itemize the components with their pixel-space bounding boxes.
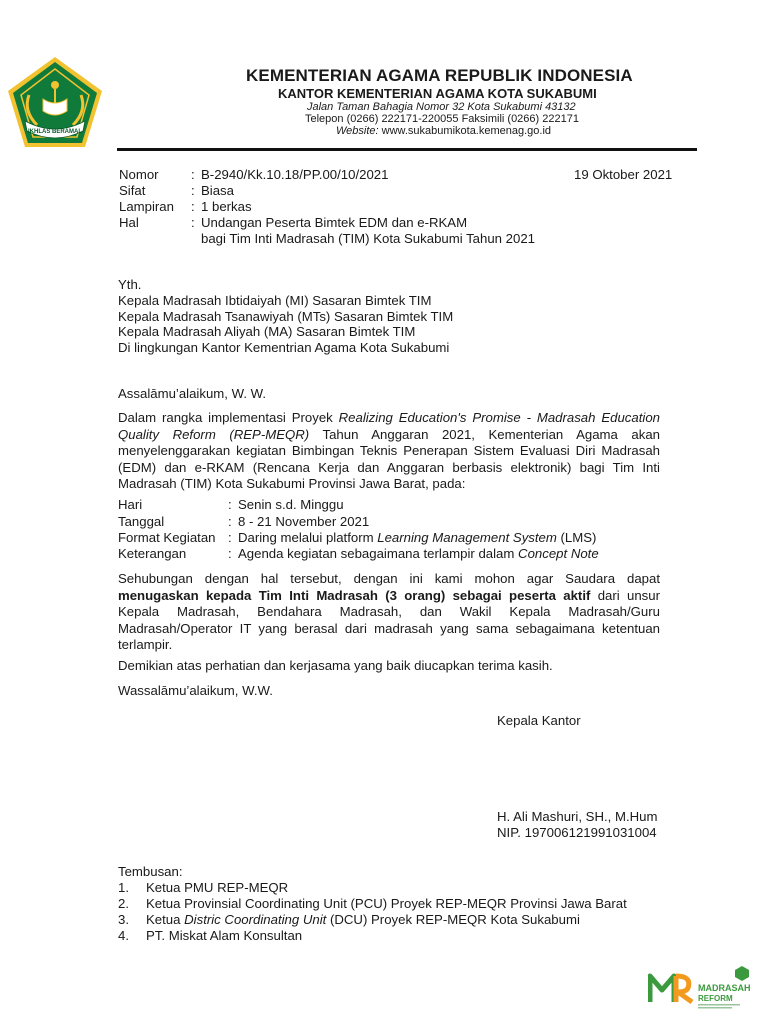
sifat-sep: : — [191, 183, 195, 198]
tanggal-value: 8 - 21 November 2021 — [238, 514, 370, 529]
p1-rest: Tahun Anggaran 2021, Kementerian Agama akan menyelenggarakan kegiatan Bimbingan Teknis Penerapan Sistem Evaluasi Diri Madrasah (EDM) dan e-RKAM (Rencana Kerja dan Anggaran berbasis elektronik) bagi Tim Inti Madrasah (TIM) Kota Sukabumi Provinsi Jawa Barat, pada: — [118, 426, 660, 491]
ket-a: Agenda kegiatan sebagaimana terlampir dalam — [238, 546, 519, 561]
recipient-4: Di lingkungan Kantor Kementrian Agama Kota Sukabumi — [118, 340, 450, 355]
lampiran-label: Lampiran — [119, 199, 174, 214]
ministry-title: KEMENTERIAN AGAMA REPUBLIK INDONESIA — [246, 66, 633, 85]
format-c: (LMS) — [556, 530, 597, 545]
mr-logo-line2: REFORM — [698, 994, 733, 1003]
format-value — [238, 530, 596, 547]
cc-item-3 — [146, 912, 580, 929]
p2-rest: dari unsur Kepala Madrasah, Bendahara Madrasah, dan Wakil Kepala Madrasah/Guru Madrasah/Operator IT yang berasal dari madrasah yang sama sebagaimana ketentuan terlampir. — [118, 587, 661, 652]
office-address: Jalan Taman Bahagia Nomor 32 Kota Sukabumi 43132 — [307, 101, 576, 113]
website-label: Website: — [336, 125, 379, 137]
keterangan-sep: : — [228, 546, 232, 561]
letter-number: B-2940/Kk.10.18/PP.00/10/2021 — [201, 167, 389, 182]
nomor-sep: : — [191, 167, 195, 182]
madrasah-reform-logo — [648, 962, 758, 1010]
format-a: Daring melalui platform — [238, 530, 378, 545]
cc-heading: Tembusan: — [118, 864, 183, 879]
p2-emphasis: menugaskan kepada Tim Inti Madrasah (3 orang) sebagai peserta aktif — [118, 587, 591, 603]
header-divider — [117, 148, 697, 151]
p2-intro: Sehubungan dengan hal tersebut, dengan ini kami mohon agar Saudara dapat — [118, 571, 660, 586]
cc-item-3-b: Distric Coordinating Unit — [184, 912, 327, 927]
cc-item-4-num: 4. — [118, 928, 129, 943]
office-phone: Telepon (0266) 222171-220055 Faksimili (0266) 222171 — [305, 113, 579, 125]
recipient-3: Kepala Madrasah Aliyah (MA) Sasaran Bimtek TIM — [118, 324, 416, 339]
keterangan-value — [238, 546, 599, 563]
format-sep: : — [228, 530, 232, 545]
website-url[interactable]: www.sukabumikota.kemenag.go.id — [381, 125, 552, 137]
office-website — [336, 125, 551, 137]
cc-item-3-a: Ketua — [146, 912, 185, 927]
mr-logo-line1: MADRASAH — [698, 983, 751, 993]
format-label: Format Kegiatan — [118, 530, 216, 545]
recipient-1: Kepala Madrasah Ibtidaiyah (MI) Sasaran Bimtek TIM — [118, 293, 432, 308]
nomor-label: Nomor — [119, 167, 159, 182]
cc-item-1-num: 1. — [118, 880, 129, 895]
cc-item-2-num: 2. — [118, 896, 129, 911]
hal-sep: : — [191, 215, 195, 230]
p1-intro: Dalam rangka implementasi Proyek — [118, 410, 339, 425]
tanggal-label: Tanggal — [118, 514, 165, 529]
recipient-yth: Yth. — [118, 277, 142, 292]
ket-concept-note: Concept Note — [518, 546, 599, 561]
closing-salam: Wassalāmu’alaikum, W.W. — [118, 683, 273, 698]
logo-ribbon-text: IKHLAS BERAMAL — [28, 129, 82, 135]
signature-name: H. Ali Mashuri, SH., M.Hum — [497, 809, 658, 824]
cc-item-3-c: (DCU) Proyek REP-MEQR Kota Sukabumi — [326, 912, 580, 927]
tanggal-sep: : — [228, 514, 232, 529]
letter-date: 19 Oktober 2021 — [574, 167, 673, 182]
hari-sep: : — [228, 497, 232, 512]
signature-nip: NIP. 197006121991031004 — [497, 825, 657, 840]
office-title: KANTOR KEMENTERIAN AGAMA KOTA SUKABUMI — [278, 86, 597, 101]
cc-item-3-num: 3. — [118, 912, 129, 927]
paragraph-2 — [118, 571, 660, 654]
signature-title: Kepala Kantor — [497, 713, 581, 728]
lampiran-sep: : — [191, 199, 195, 214]
keterangan-label: Keterangan — [118, 546, 187, 561]
hari-value: Senin s.d. Minggu — [238, 497, 344, 512]
cc-item-4: PT. Miskat Alam Konsultan — [146, 928, 303, 943]
paragraph-1 — [118, 410, 660, 493]
sifat-label: Sifat — [119, 183, 146, 198]
format-lms: Learning Management System — [377, 530, 557, 545]
recipient-2: Kepala Madrasah Tsanawiyah (MTs) Sasaran Bimtek TIM — [118, 309, 454, 324]
hal-line-1: Undangan Peserta Bimtek EDM dan e-RKAM — [201, 215, 468, 230]
p1-project-name: Realizing Education's Promise - Madrasah Education Quality Reform (REP-MEQR) — [118, 410, 660, 442]
paragraph-3: Demikian atas perhatian dan kerjasama yang baik diucapkan terima kasih. — [118, 658, 553, 673]
kemenag-logo — [5, 55, 105, 150]
cc-item-2: Ketua Provinsial Coordinating Unit (PCU) Proyek REP-MEQR Provinsi Jawa Barat — [146, 896, 627, 911]
hari-label: Hari — [118, 497, 143, 512]
sifat-value: Biasa — [201, 183, 234, 198]
lampiran-value: 1 berkas — [201, 199, 252, 214]
hal-label: Hal — [119, 215, 139, 230]
cc-item-1: Ketua PMU REP-MEQR — [146, 880, 289, 895]
hal-line-2: bagi Tim Inti Madrasah (TIM) Kota Sukabumi Tahun 2021 — [201, 231, 536, 246]
greeting: Assalāmu’alaikum, W. W. — [118, 386, 267, 401]
